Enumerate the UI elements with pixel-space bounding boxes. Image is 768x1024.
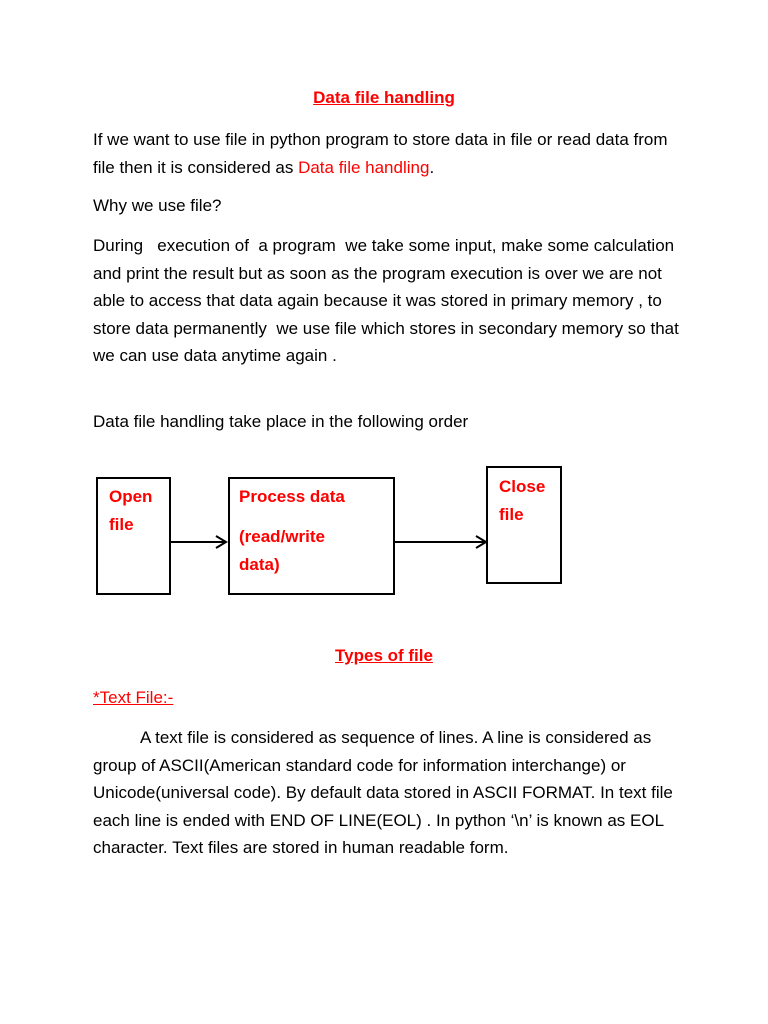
page-title: Data file handling	[313, 88, 455, 107]
process-label-1: Process data	[239, 487, 345, 506]
open-label-2: file	[109, 515, 134, 534]
arrow-process-to-close	[395, 536, 486, 548]
types-heading: Types of file	[335, 646, 433, 665]
process-label-3: data)	[239, 555, 280, 574]
process-label-2: (read/write	[239, 527, 325, 546]
arrow-open-to-process	[171, 536, 226, 548]
intro-end: .	[429, 157, 435, 177]
text-file-paragraph: A text file is considered as sequence of lines. A line is considered as group of ASCII(American standard code for information interchange) or Unicode(universal code). By default data stored in ASCII FORMAT. In text file each line is ended with END OF LINE(EOL) . In python ‘\n’ is known as EOL character. Text files are stored in human readable form.	[93, 728, 673, 857]
intro-highlight: Data file handling	[298, 157, 430, 177]
open-label-1: Open	[109, 487, 153, 506]
close-label-1: Close	[499, 477, 546, 496]
text-file-heading: *Text File:-	[93, 688, 174, 707]
intro-text: If we want to use file in python program to store data in file or read data from file then it is considered as	[93, 130, 668, 177]
order-line: Data file handling take place in the following order	[93, 412, 469, 431]
question-line: Why we use file?	[93, 196, 222, 215]
reason-paragraph: During execution of a program we take some input, make some calculation and print the result but as soon as the program execution is over we are not able to access that data again because it was stored in primary memory , to store data permanently we use file which stores in secondary memory so that we can use data anytime again .	[93, 236, 684, 365]
close-label-2: file	[499, 505, 524, 524]
